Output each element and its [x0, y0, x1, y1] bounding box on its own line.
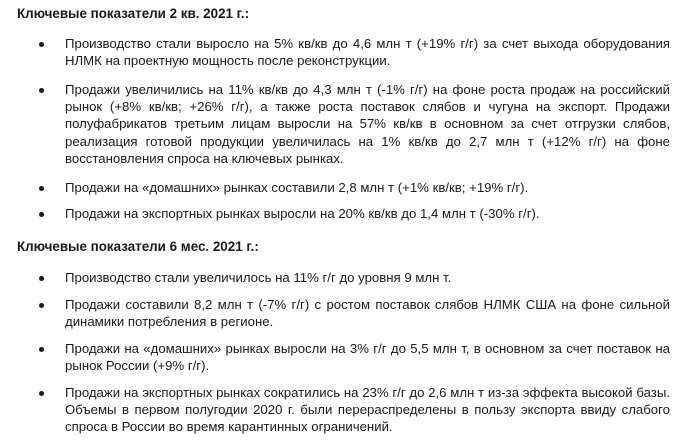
section-heading-6m: Ключевые показатели 6 мес. 2021 г.:	[17, 239, 259, 254]
bullet-text: Производство стали увеличилось на 11% г/г до уровня 9 млн т.	[65, 270, 452, 285]
bullet-icon	[39, 42, 44, 47]
bullet-text: Продажи на «домашних» рынках выросли на 3% г/г до 5,5 млн т, в основном за счет поставок на рынок России (+9% г/г).	[65, 341, 670, 374]
bullet-text: Производство стали выросло на 5% кв/кв до 4,6 млн т (+19% г/г) за счет выхода оборудования НЛМК на проектную мощность после реконструкции.	[65, 36, 670, 69]
bullet-icon	[39, 276, 44, 281]
bullet-icon	[39, 186, 44, 191]
bullet-icon	[39, 391, 44, 396]
bullet-text: Продажи на экспортных рынках выросли на 20% кв/кв до 1,4 млн т (-30% г/г).	[65, 206, 540, 221]
bullet-text: Продажи увеличились на 11% кв/кв до 4,3 млн т (-1% г/г) на фоне роста продаж на российский рынок (+8% кв/кв; +26% г/г), а также роста поставок слябов и чугуна на экспорт. Продажи полуфабрикатов третьим лицам выросли на 57% кв/кв в основном за счет отгрузки слябов, реализация готовой продукции увеличилась на 1% кв/кв до 2,7 млн т (+12% г/г) на фоне восстановления спроса на ключевых рынках.	[65, 82, 670, 166]
section-heading-q2: Ключевые показатели 2 кв. 2021 г.:	[17, 6, 250, 21]
bullet-icon	[39, 303, 44, 308]
bullet-icon	[39, 212, 44, 217]
bullet-icon	[39, 347, 44, 352]
bullet-text: Продажи составили 8,2 млн т (-7% г/г) с ростом поставок слябов НЛМК США на фоне сильной динамики потребления в регионе.	[65, 297, 670, 330]
bullet-text: Продажи на экспортных рынках сократились на 23% г/г до 2,6 млн т из-за эффекта высокой базы. Объемы в первом полугодии 2020 г. были перераспределены в пользу экспорта ввиду слабого спроса в России во время карантинных ограничений.	[65, 385, 670, 435]
bullet-icon	[39, 88, 44, 93]
bullet-text: Продажи на «домашних» рынках составили 2,8 млн т (+1% кв/кв; +19% г/г).	[65, 180, 529, 195]
